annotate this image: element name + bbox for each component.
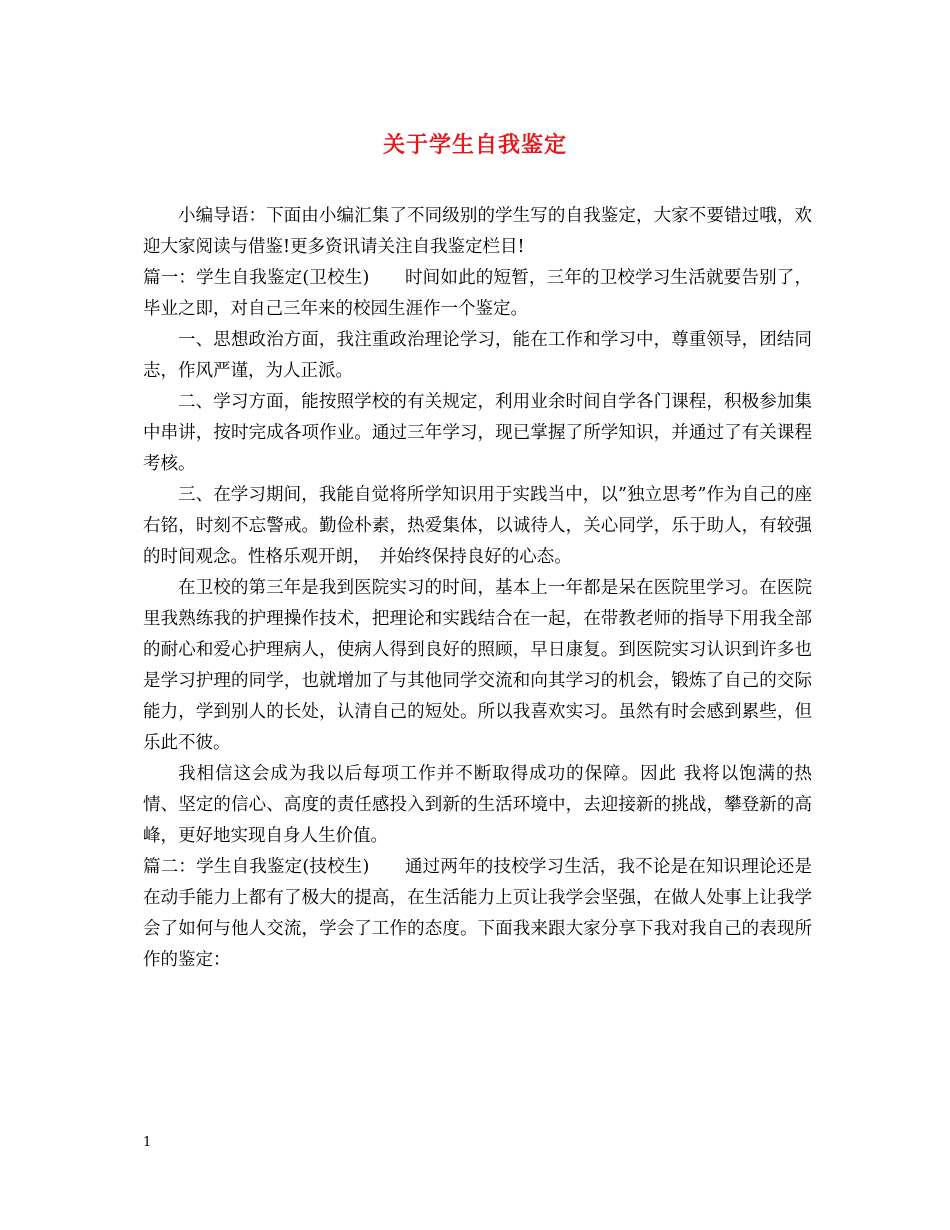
practice-paragraph: 三、在学习期间，我能自觉将所学知识用于实践当中，以”独立思考”作为自己的座右铭，时刻不忘警戒。勤俭朴素，热爱集体，以诚待人，关心同学，乐于助人，有较强的时间观念。性格乐观开朗， 并始终保持良好的心态。 (143, 485, 812, 567)
document-body (143, 201, 812, 976)
page-number: 1 (143, 1135, 152, 1150)
political-paragraph: 一、思想政治方面，我注重政治理论学习，能在工作和学习中，尊重领导，团结同志，作风严谨，为人正派。 (143, 330, 812, 381)
internship-paragraph: 在卫校的第三年是我到医院实习的时间，基本上一年都是呆在医院里学习。在医院里我熟练我的护理操作技术，把理论和实践结合在一起，在带教老师的指导下用我全部的耐心和爱心护理病人，使病人得到良好的照顾，早日康复。到医院实习认识到许多也是学习护理的同学，也就增加了与其他同学交流和向其学习的机会，锻炼了自己的交际能力，学到别人的长处，认清自己的短处。所以我喜欢实习。虽然有时会感到累些，但乐此不彼。 (143, 578, 812, 753)
study-paragraph: 二、学习方面，能按照学校的有关规定，利用业余时间自学各门课程，积极参加集中串讲，按时完成各项作业。通过三年学习，现已掌握了所学知识，并通过了有关课程考核。 (143, 392, 812, 474)
conclusion-paragraph: 我相信这会成为我以后每项工作并不断取得成功的保障。因此 我将以饱满的热情、坚定的信心、高度的责任感投入到新的生活环境中，去迎接新的挑战，攀登新的高峰，更好地实现自身人生价值。 (143, 764, 812, 846)
section-one-heading-paragraph: 篇一：学生自我鉴定(卫校生) 时间如此的短暂，三年的卫校学习生活就要告别了，毕业之即，对自己三年来的校园生涯作一个鉴定。 (143, 268, 812, 319)
intro-paragraph: 小编导语：下面由小编汇集了不同级别的学生写的自我鉴定，大家不要错过哦，欢迎大家阅读与借鉴!更多资讯请关注自我鉴定栏目! (143, 206, 812, 257)
document-title: 关于学生自我鉴定 (382, 132, 567, 158)
section-two-heading-paragraph: 篇二：学生自我鉴定(技校生) 通过两年的技校学习生活，我不论是在知识理论还是在动手能力上都有了极大的提高，在生活能力上页让我学会坚强，在做人处事上让我学会了如何与他人交流，学会了工作的态度。下面我来跟大家分享下我对我自己的表现所作的鉴定： (143, 857, 812, 970)
